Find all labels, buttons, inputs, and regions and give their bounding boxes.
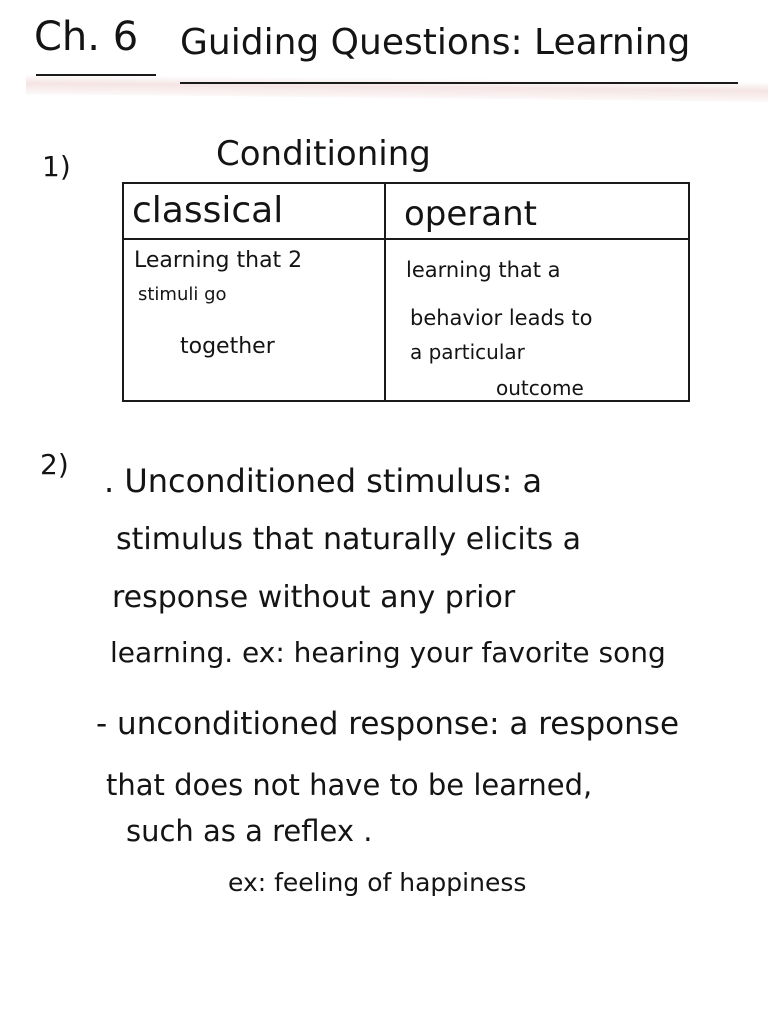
unconditioned-response-line: - unconditioned response: a response	[96, 706, 680, 742]
operant-definition-line: learning that a	[406, 258, 561, 282]
title-highlight-stroke	[26, 74, 768, 102]
chapter-label: Ch. 6	[34, 14, 139, 60]
table-title: Conditioning	[216, 134, 431, 174]
title-underline	[180, 82, 738, 84]
classical-definition-line: together	[180, 334, 275, 359]
unconditioned-stimulus-line: response without any prior	[112, 580, 516, 615]
unconditioned-response-line: that does not have to be learned,	[106, 768, 593, 802]
unconditioned-response-line: such as a reflex .	[126, 814, 373, 848]
classical-definition-line: Learning that 2	[134, 248, 303, 273]
classical-definition-line: stimuli go	[138, 284, 227, 305]
operant-definition-line: a particular	[410, 340, 525, 364]
unconditioned-stimulus-line: stimulus that naturally elicits a	[116, 522, 582, 557]
unconditioned-stimulus-line: learning. ex: hearing your favorite song	[110, 636, 666, 669]
page-title: Guiding Questions: Learning	[180, 22, 691, 63]
unconditioned-response-example: ex: feeling of happiness	[228, 868, 527, 897]
conditioning-table	[122, 182, 690, 402]
column-header-classical: classical	[132, 190, 284, 231]
operant-definition-line: behavior leads to	[410, 306, 593, 330]
unconditioned-stimulus-line: . Unconditioned stimulus: a	[104, 462, 543, 500]
table-column-divider	[384, 184, 386, 400]
operant-definition-line: outcome	[496, 376, 584, 400]
table-header-divider	[124, 238, 688, 240]
column-header-operant: operant	[404, 194, 537, 234]
chapter-underline	[36, 74, 156, 76]
question-1-number: 1)	[42, 150, 71, 183]
question-2-number: 2)	[40, 448, 69, 481]
